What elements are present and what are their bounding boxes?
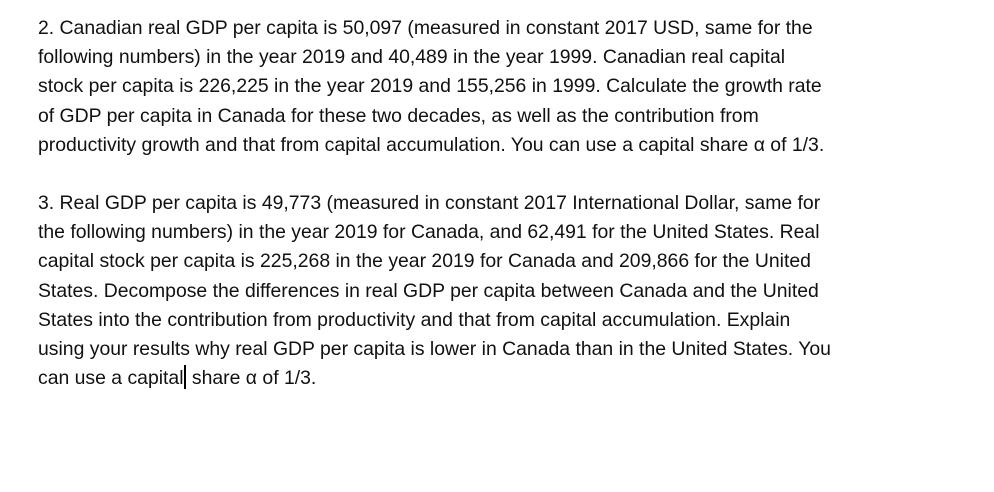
text-cursor-caret: [184, 365, 186, 389]
question-3-line-7-before-caret: can use a capital: [38, 367, 184, 390]
question-2-line-2: following numbers) in the year 2019 and 40,489 in the year 1999. Canadian real capital: [38, 46, 786, 69]
question-2-line-4: of GDP per capita in Canada for these two decades, as well as the contribution from: [38, 104, 759, 127]
question-2-line-3: stock per capita is 226,225 in the year 2019 and 155,256 in 1999. Calculate the growth rate: [38, 75, 822, 98]
document-body[interactable]: [38, 14, 958, 393]
question-3-line-3: capital stock per capita is 225,268 in the year 2019 for Canada and 209,866 for the United: [38, 250, 811, 273]
question-2-line-1: 2. Canadian real GDP per capita is 50,097 (measured in constant 2017 USD, same for the: [38, 17, 813, 39]
question-3-line-7-after-caret: share α of 1/3.: [186, 367, 317, 390]
question-3-line-5: States into the contribution from productivity and that from capital accumulation. Explain: [38, 308, 791, 331]
question-3-line-2: the following numbers) in the year 2019 for Canada, and 62,491 for the United States. Real: [38, 221, 820, 244]
question-3-line-7: [38, 364, 958, 393]
question-3-line-6: using your results why real GDP per capita is lower in Canada than in the United States. You: [38, 338, 831, 361]
paragraph-spacer: [38, 160, 958, 189]
question-3-line-4: States. Decompose the differences in real GDP per capita between Canada and the United: [38, 279, 819, 302]
question-2-paragraph[interactable]: [38, 14, 958, 160]
question-3-line-1: 3. Real GDP per capita is 49,773 (measured in constant 2017 International Dollar, same for: [38, 192, 821, 215]
question-3-paragraph[interactable]: [38, 189, 958, 393]
question-2-line-5: productivity growth and that from capital accumulation. You can use a capital share α of 1/3.: [38, 133, 825, 156]
